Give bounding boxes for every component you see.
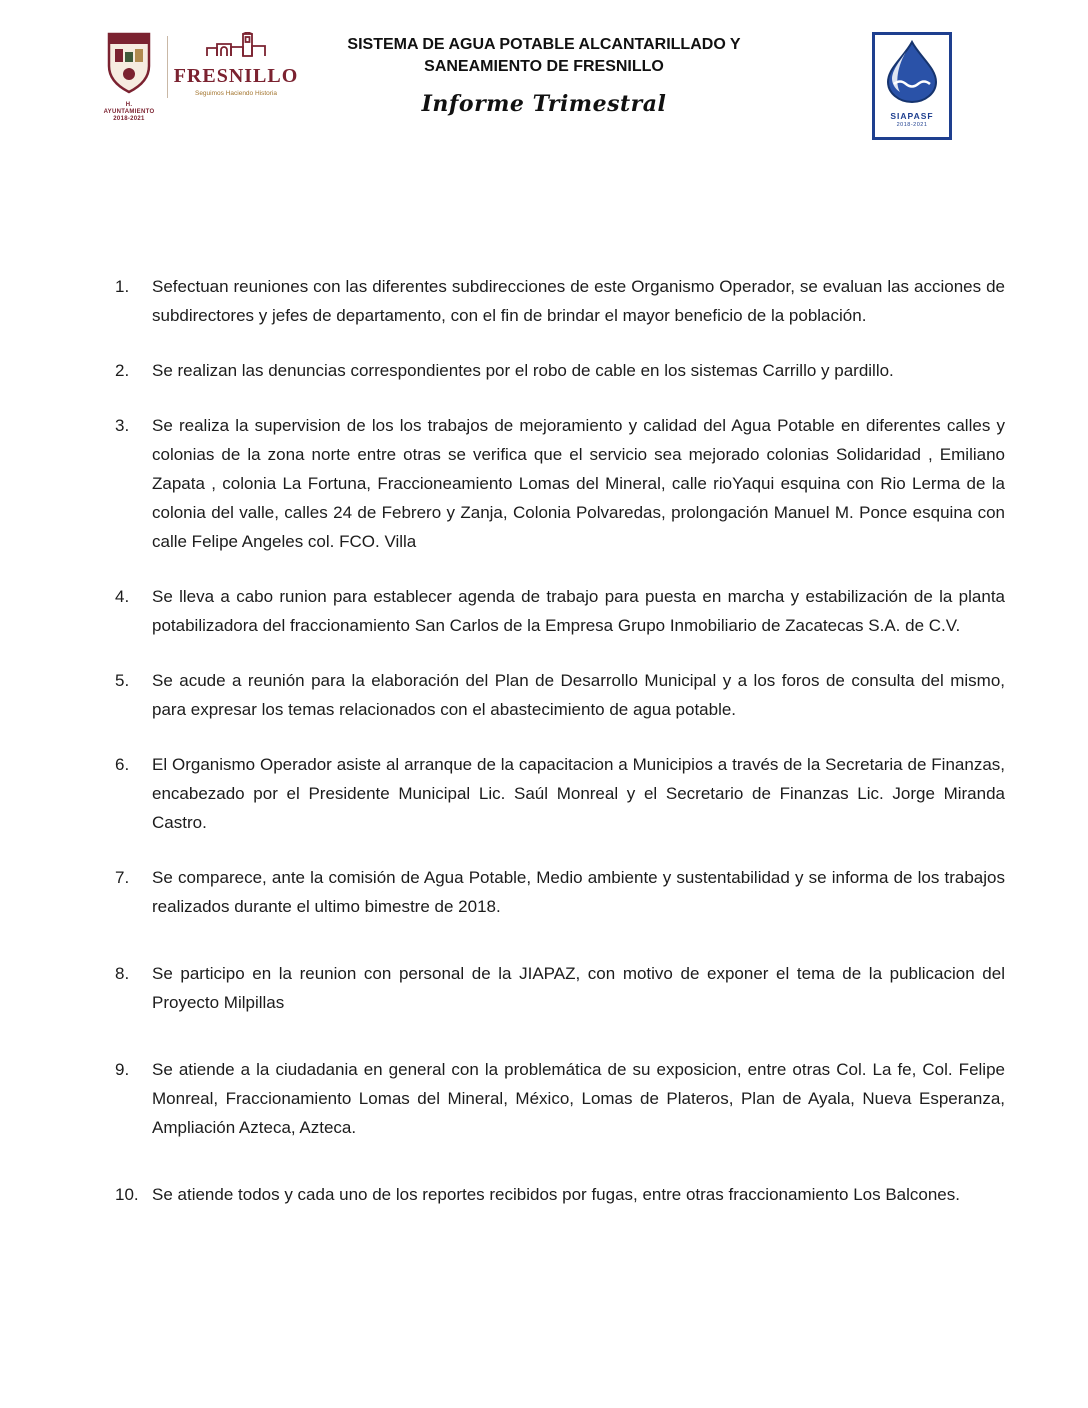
crest-shield-icon	[106, 32, 152, 99]
list-item-number: 6.	[115, 755, 130, 774]
list-item-number: 8.	[115, 964, 130, 983]
list-item-number: 1.	[115, 277, 130, 296]
water-drop-icon	[883, 40, 941, 109]
org-title-line2: SANEAMIENTO DE FRESNILLO	[424, 58, 664, 75]
list-item-number: 9.	[115, 1060, 130, 1079]
list-item-number: 2.	[115, 361, 130, 380]
logo-divider	[167, 36, 168, 98]
list-item	[115, 1180, 1005, 1209]
list-item-text: Sefectuan reuniones con las diferentes subdirecciones de este Organismo Operador, se evaluan las acciones de subdirectores y jefes de departamento, con el fin de brindar el mayor beneficio de la población.	[152, 277, 1005, 325]
list-item	[115, 863, 1005, 921]
list-item-text: Se lleva a cabo runion para establecer agenda de trabajo para puesta en marcha y estabilización de la planta potabilizadora del fraccionamiento San Carlos de la Empresa Grupo Inmobiliario de Zacatecas S.A. de C.V.	[152, 587, 1005, 635]
title-block	[264, 0, 824, 117]
list-item-text: Se realiza la supervision de los los trabajos de mejoramiento y calidad del Agua Potable en diferentes calles y colonias de la zona norte entre otras se verifica que el servicio sea mejorado colonias Solidaridad , Emiliano Zapata , colonia La Fortuna, Fraccioneamiento Lomas del Mineral, calle rioYaqui esquina con Rio Lerma de la colonia del valle, calles 24 de Febrero y Zanja, Colonia Polvaredas, prolongación Manuel M. Ponce esquina con calle Felipe Angeles col. FCO. Villa	[152, 416, 1005, 551]
list-item-number: 7.	[115, 868, 130, 887]
list-item-number: 4.	[115, 587, 130, 606]
fresnillo-logo	[173, 32, 299, 97]
list-item	[115, 582, 1005, 640]
list-item-number: 5.	[115, 671, 130, 690]
list-item	[115, 959, 1005, 1017]
crest-caption: H. AYUNTAMIENTO 2018-2021	[103, 102, 155, 122]
fresnillo-crest-logo	[103, 32, 155, 123]
list-item-text: Se realizan las denuncias correspondientes por el robo de cable en los sistemas Carrillo y pardillo.	[152, 361, 894, 380]
siapasf-years: 2018-2021	[896, 122, 928, 128]
fresnillo-wordmark: FRESNILLO	[173, 65, 299, 87]
report-body	[115, 272, 1005, 1235]
building-icon	[205, 32, 267, 63]
list-item-text: Se participo en la reunion con personal de la JIAPAZ, con motivo de exponer el tema de la publicacion del Proyecto Milpillas	[152, 964, 1005, 1012]
fresnillo-tagline: Seguimos Haciendo Historia	[194, 90, 277, 97]
list-item-number: 10.	[115, 1185, 139, 1204]
list-item	[115, 750, 1005, 837]
list-item	[115, 356, 1005, 385]
list-item-text: Se comparece, ante la comisión de Agua Potable, Medio ambiente y sustentabilidad y se informa de los trabajos realizados durante el ultimo bimestre de 2018.	[152, 868, 1005, 916]
list-item	[115, 666, 1005, 724]
report-subtitle: Informe Trimestral	[421, 91, 667, 117]
document-header	[0, 0, 1088, 160]
list-item-text: Se atiende todos y cada uno de los reportes recibidos por fugas, entre otras fraccionamiento Los Balcones.	[152, 1185, 960, 1204]
list-item-text: El Organismo Operador asiste al arranque de la capacitacion a Municipios a través de la Secretaria de Finanzas, encabezado por el Presidente Municipal Lic. Saúl Monreal y el Secretario de Finanzas Lic. Jorge Miranda Castro.	[152, 755, 1005, 832]
list-item-number: 3.	[115, 416, 130, 435]
list-item	[115, 1055, 1005, 1142]
header-left-logos	[103, 32, 299, 123]
siapasf-label: SIAPASF	[890, 111, 934, 121]
list-item-text: Se acude a reunión para la elaboración del Plan de Desarrollo Municipal y a los foros de consulta del mismo, para expresar los temas relacionados con el abastecimiento de agua potable.	[152, 671, 1005, 719]
siapasf-logo	[872, 32, 952, 140]
list-item	[115, 272, 1005, 330]
org-title-line1: SISTEMA DE AGUA POTABLE ALCANTARILLADO Y	[347, 36, 741, 53]
list-item	[115, 411, 1005, 556]
list-item-text: Se atiende a la ciudadania en general con la problemática de su exposicion, entre otras Col. La fe, Col. Felipe Monreal, Fraccionamiento Lomas del Mineral, México, Lomas de Plateros, Plan de Ayala, Nueva Esperanza, Ampliación Azteca, Azteca.	[152, 1060, 1005, 1137]
